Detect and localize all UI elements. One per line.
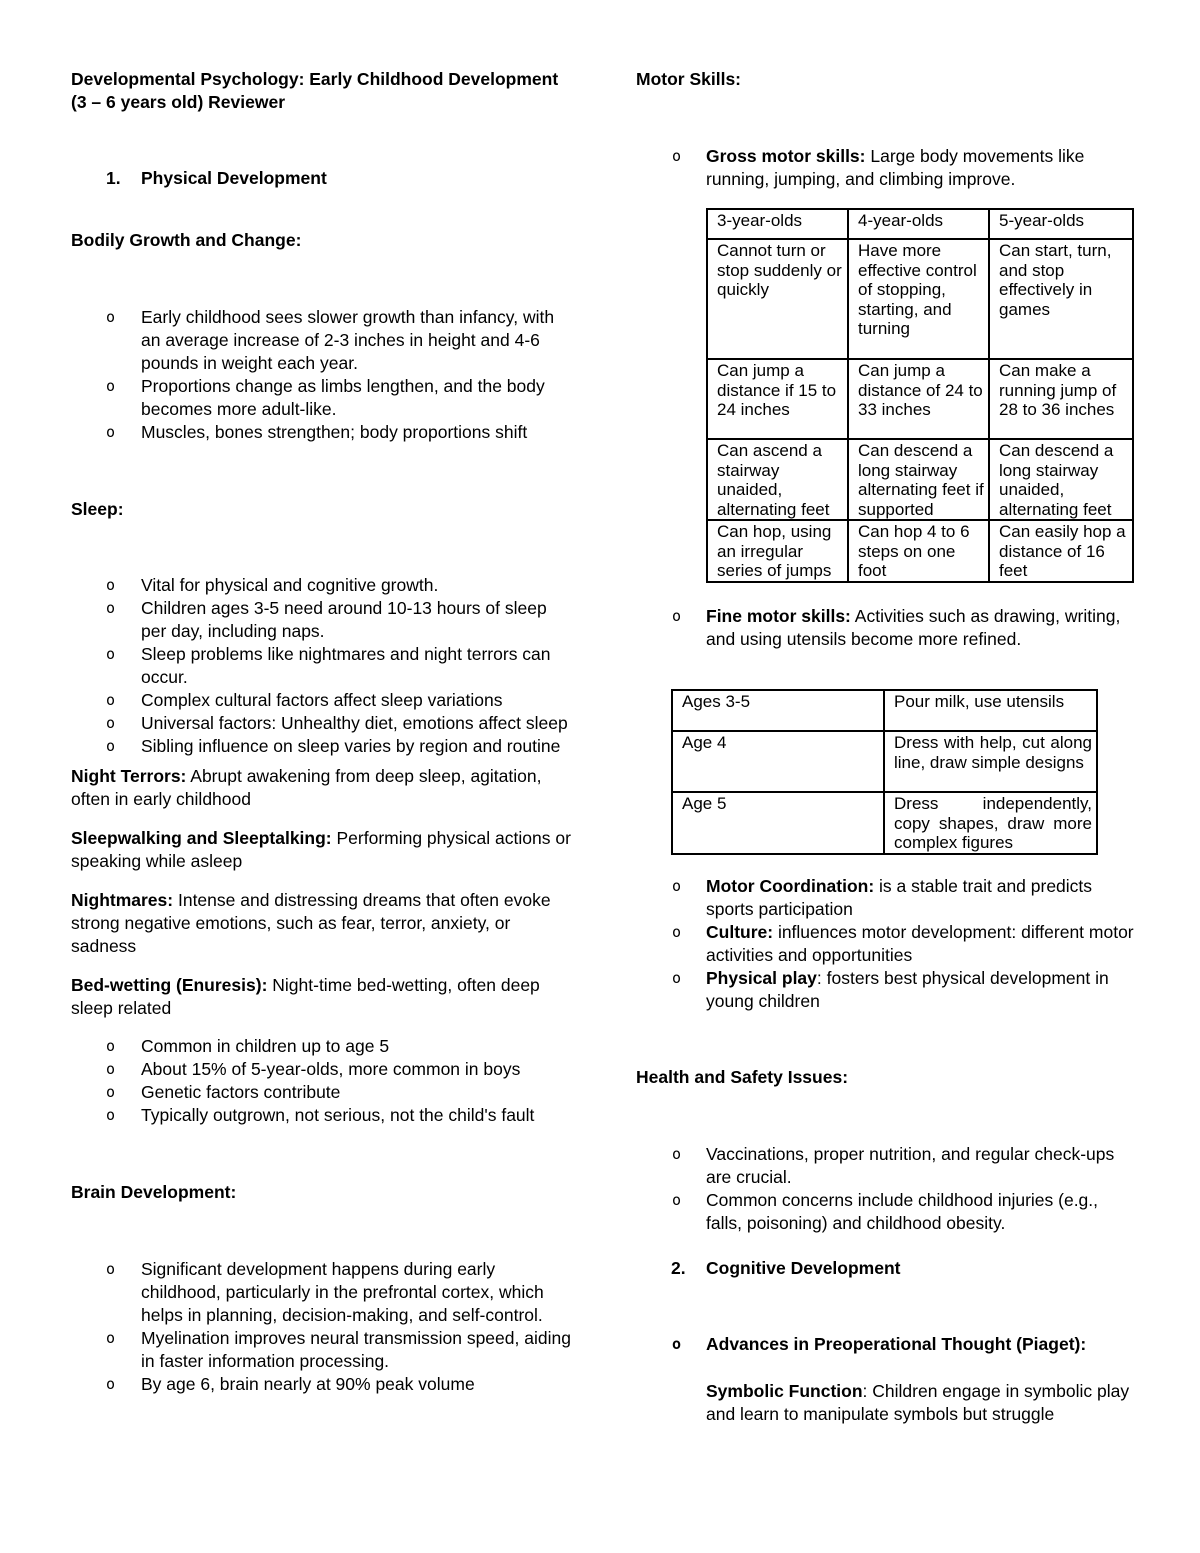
list-item: o Significant development happens during early childhood, particularly in the prefrontal cortex, which helps in planning, decision-making, and self-control. (71, 1258, 571, 1327)
table-cell: Can jump a distance of 24 to 33 inches (848, 359, 989, 439)
table-cell: Cannot turn or stop suddenly or quickly (707, 239, 848, 359)
term-text: is a stable trait and predicts sports participation (706, 875, 1093, 919)
list-item: o Early childhood sees slower growth than infancy, with an average increase of 2-3 inches in height and 4-6 pounds in weight each year. (71, 306, 571, 375)
term-label: Nightmares: (71, 890, 174, 910)
term-label: Night Terrors: (71, 766, 187, 786)
list-item: o Sleep problems like nightmares and night terrors can occur. (71, 643, 571, 689)
table-header-cell: 5-year-olds (989, 209, 1133, 239)
table-row (672, 731, 1097, 792)
table-cell: Age 4 (672, 731, 884, 792)
fine-motor-list (636, 605, 1136, 651)
term-text: : fosters best physical development in young children (706, 967, 1109, 1011)
list-item: o Children ages 3-5 need around 10-13 hours of sleep per day, including naps. (71, 597, 571, 643)
list-item: o Common in children up to age 5 (71, 1035, 571, 1058)
list-item: o Proportions change as limbs lengthen, and the body becomes more adult-like. (71, 375, 571, 421)
term-night-terrors (71, 765, 571, 811)
gross-motor-list (636, 145, 1136, 191)
term-text: : Children engage in symbolic play and learn to manipulate symbols but struggle (706, 1380, 1130, 1424)
list-item: o By age 6, brain nearly at 90% peak volume (71, 1373, 571, 1396)
table-cell: Can ascend a stairway unaided, alternating feet (707, 439, 848, 520)
list-item: o Sibling influence on sleep varies by region and routine (71, 735, 571, 758)
right-column (636, 68, 1136, 1426)
list-item (636, 921, 1136, 967)
symbolic-function-paragraph (636, 1380, 1136, 1426)
list-item: o Muscles, bones strengthen; body proportions shift (71, 421, 571, 444)
term-text: Abrupt awakening from deep sleep, agitation, often in early childhood (71, 766, 542, 809)
list-item-fine-motor (636, 605, 1136, 651)
fine-motor-table (671, 689, 1098, 855)
term-enuresis (71, 974, 571, 1020)
heading-health-safety: Health and Safety Issues: (636, 1066, 849, 1087)
list-item: o Vital for physical and cognitive growth. (71, 574, 571, 597)
section-number: 2. (671, 1257, 686, 1278)
list-item: o Vaccinations, proper nutrition, and regular check-ups are crucial. (636, 1143, 1136, 1189)
section-number: 1. (106, 168, 121, 188)
table-cell: Dress with help, cut along line, draw simple designs (884, 731, 1097, 792)
list-item (636, 967, 1136, 1013)
list-item: o About 15% of 5-year-olds, more common in boys (71, 1058, 571, 1081)
table-cell: Can make a running jump of 28 to 36 inches (989, 359, 1133, 439)
table-row (672, 792, 1097, 854)
term-label: Sleepwalking and Sleeptalking: (71, 828, 332, 848)
list-item: o Common concerns include childhood injuries (e.g., falls, poisoning) and childhood obesity. (636, 1189, 1136, 1235)
table-row (707, 239, 1133, 359)
term-label: Physical play (706, 967, 817, 988)
term-label: Motor Coordination: (706, 875, 875, 896)
table-header-cell: 4-year-olds (848, 209, 989, 239)
brain-list (71, 1258, 571, 1396)
heading-sleep: Sleep: (71, 499, 124, 519)
list-item: o Genetic factors contribute (71, 1081, 571, 1104)
bodily-growth-list (71, 306, 571, 444)
table-row (707, 359, 1133, 439)
table-cell: Can hop, using an irregular series of jumps (707, 520, 848, 582)
term-text: Performing physical actions or speaking while asleep (71, 828, 571, 871)
heading-bodily-growth: Bodily Growth and Change: (71, 230, 302, 250)
term-label: Fine motor skills: (706, 606, 851, 626)
term-text: Activities such as drawing, writing, and using utensils become more refined. (706, 606, 1121, 649)
sleep-list (71, 574, 571, 758)
heading-brain: Brain Development: (71, 1182, 237, 1202)
section-heading-physical (71, 167, 571, 190)
list-item: o Myelination improves neural transmission speed, aiding in faster information processing. (71, 1327, 571, 1373)
term-sleepwalking (71, 827, 571, 873)
title-line-2: (3 – 6 years old) Reviewer (71, 92, 285, 112)
table-cell: Can jump a distance if 15 to 24 inches (707, 359, 848, 439)
table-row (707, 439, 1133, 520)
table-header-cell: 3-year-olds (707, 209, 848, 239)
list-item (636, 875, 1136, 921)
table-cell: Can descend a long stairway alternating feet if supported (848, 439, 989, 520)
term-label: Symbolic Function (706, 1380, 863, 1401)
term-nightmares (71, 889, 571, 958)
section-title: Cognitive Development (706, 1257, 901, 1278)
table-header-row (707, 209, 1133, 239)
document-title (71, 68, 571, 114)
cognitive-list (636, 1333, 1136, 1356)
list-item-gross-motor (636, 145, 1136, 191)
term-label: Gross motor skills: (706, 146, 866, 166)
term-text: Intense and distressing dreams that often evoke strong negative emotions, such as fear, terror, anxiety, or sadness (71, 890, 551, 956)
term-label: Bed-wetting (Enuresis): (71, 975, 268, 995)
gross-motor-table (706, 208, 1134, 583)
section-title: Physical Development (141, 168, 327, 188)
table-cell: Can easily hop a distance of 16 feet (989, 520, 1133, 582)
list-item: o Complex cultural factors affect sleep variations (71, 689, 571, 712)
list-item-preoperational: o Advances in Preoperational Thought (Piaget): (636, 1333, 1136, 1356)
table-cell: Can start, turn, and stop effectively in games (989, 239, 1133, 359)
list-item: o Typically outgrown, not serious, not the child's fault (71, 1104, 571, 1127)
title-line-1: Developmental Psychology: Early Childhood Development (71, 69, 559, 89)
table-row (707, 520, 1133, 582)
motor-factors-list (636, 875, 1136, 1013)
heading-motor-skills: Motor Skills: (636, 69, 742, 89)
table-cell: Can descend a long stairway unaided, alternating feet (989, 439, 1133, 520)
table-cell: Dress independently, copy shapes, draw more complex figures (884, 792, 1097, 854)
section-heading-cognitive (636, 1257, 1136, 1280)
table-row (672, 690, 1097, 731)
term-label: Culture: (706, 921, 774, 942)
table-cell: Pour milk, use utensils (884, 690, 1097, 731)
list-item: o Universal factors: Unhealthy diet, emotions affect sleep (71, 712, 571, 735)
table-cell: Can hop 4 to 6 steps on one foot (848, 520, 989, 582)
health-list (636, 1143, 1136, 1235)
table-cell: Ages 3-5 (672, 690, 884, 731)
enuresis-list (71, 1035, 571, 1127)
table-cell: Have more effective control of stopping, starting, and turning (848, 239, 989, 359)
left-column (71, 68, 571, 1396)
term-text: Night-time bed-wetting, often deep sleep related (71, 975, 540, 1018)
table-cell: Age 5 (672, 792, 884, 854)
term-text: Large body movements like running, jumping, and climbing improve. (706, 146, 1085, 189)
term-text: influences motor development: different motor activities and opportunities (706, 921, 1134, 965)
